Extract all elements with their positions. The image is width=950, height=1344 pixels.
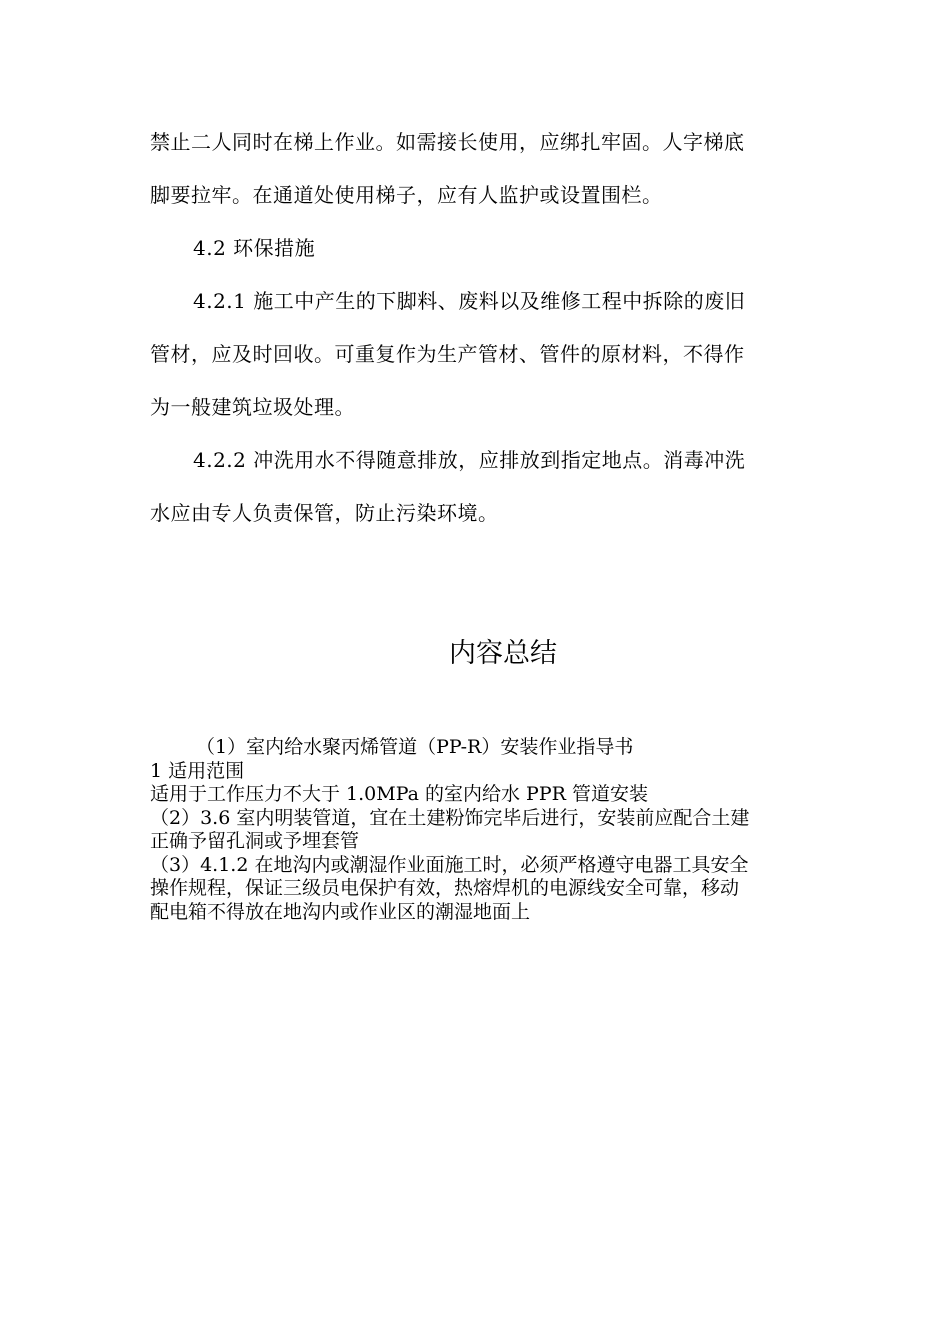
- text-line: 水应由专人负责保管，防止污染环境。: [150, 501, 499, 525]
- paragraph-4-2-2: [150, 434, 802, 540]
- summary-line: 1 适用范围: [150, 759, 245, 782]
- summary-line: （1）室内给水聚丙烯管道（PP-R）安装作业指导书: [196, 736, 634, 758]
- summary-line: 正确予留孔洞或予埋套管: [150, 830, 360, 852]
- summary-line: 配电箱不得放在地沟内或作业区的潮湿地面上: [150, 900, 531, 923]
- paragraph-ladder-safety: [150, 116, 802, 222]
- summary-title: 内容总结: [449, 638, 557, 669]
- summary-line: （2）3.6 室内明装管道，宜在土建粉饰完毕后进行，安装前应配合土建: [150, 806, 750, 829]
- text-line: 禁止二人同时在梯上作业。如需接长使用，应绑扎牢固。人字梯底: [150, 130, 745, 154]
- document-body: [150, 116, 802, 540]
- summary-line: 操作规程，保证三级员电保护有效，热熔焊机的电源线安全可靠，移动: [150, 877, 740, 899]
- section-heading-4-2: 4.2 环保措施: [193, 236, 316, 260]
- summary-line: 适用于工作压力不大于 1.0MPa 的室内给水 PPR 管道安装: [150, 783, 648, 805]
- text-line: 4.2.2 冲洗用水不得随意排放，应排放到指定地点。消毒冲洗: [193, 448, 746, 472]
- text-line: 管材，应及时回收。可重复作为生产管材、管件的原材料，不得作: [150, 342, 745, 366]
- text-line: 为一般建筑垃圾处理。: [150, 395, 355, 419]
- summary-line: （3）4.1.2 在地沟内或潮湿作业面施工时，必须严格遵守电器工具安全: [150, 853, 749, 876]
- paragraph-4-2-1: [150, 275, 802, 434]
- summary-content: [150, 736, 810, 924]
- text-line: 脚要拉牢。在通道处使用梯子，应有人监护或设置围栏。: [150, 183, 663, 207]
- text-line: 4.2.1 施工中产生的下脚料、废料以及维修工程中拆除的废旧: [193, 289, 746, 313]
